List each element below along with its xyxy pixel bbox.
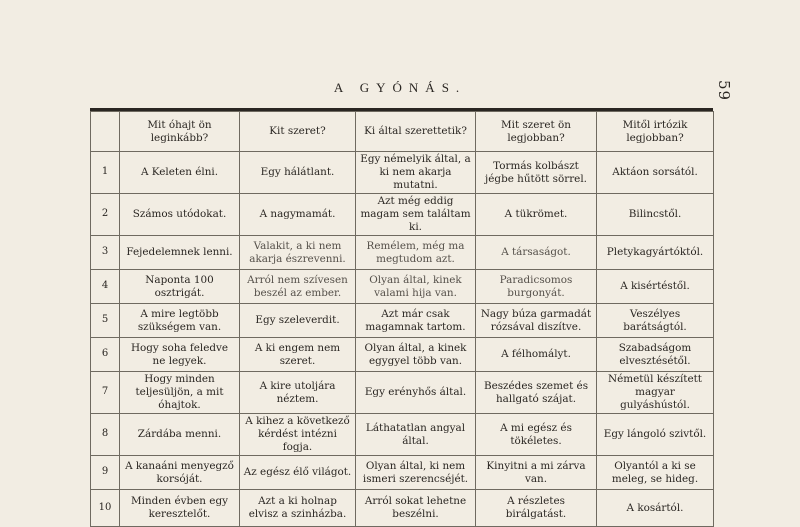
cell-likes-most: A mi egész és tökéletes. [476,414,597,456]
cell-loved-by: Remélem, még ma megtudom azt. [356,236,476,270]
cell-fears-most: Bilincstől. [597,194,714,236]
row-number: 6 [91,338,120,372]
table-row [91,194,714,236]
cell-likes-most: Kinyitni a mi zárva van. [476,456,597,490]
cell-loves: A kihez a következő kérdést intézni fogja. [240,414,356,456]
cell-likes-most: A társaságot. [476,236,597,270]
cell-likes-most: Tormás kolbászt jégbe hűtött sörrel. [476,152,597,194]
header-cell: Mit óhajt ön leginkább? [120,112,240,152]
cell-fears-most: A kisértéstől. [597,270,714,304]
cell-loved-by: Olyan által, a kinek egygyel több van. [356,338,476,372]
cell-loved-by: Egy erényhős által. [356,372,476,414]
page-title: A GYÓNÁS. [333,80,467,95]
header-cell: Ki által szerettetik? [356,112,476,152]
row-number: 9 [91,456,120,490]
table-row [91,456,714,490]
cell-loves: A nagymamát. [240,194,356,236]
cell-fears-most: Németül készített magyar gulyáshústól. [597,372,714,414]
cell-wish: Számos utódokat. [120,194,240,236]
cell-fears-most: Veszélyes barátságtól. [597,304,714,338]
row-number: 8 [91,414,120,456]
row-number: 10 [91,490,120,527]
table-row [91,236,714,270]
table-row [91,270,714,304]
cell-loved-by: Láthatatlan angyal által. [356,414,476,456]
cell-loves: Azt a ki holnap elvisz a szinházba. [240,490,356,527]
row-number: 2 [91,194,120,236]
header-cell: Kit szeret? [240,112,356,152]
table-row [91,372,714,414]
cell-fears-most: Aktáon sorsától. [597,152,714,194]
row-number: 3 [91,236,120,270]
cell-likes-most: Nagy búza garmadát rózsával diszítve. [476,304,597,338]
header-cell: Mit szeret ön legjobban? [476,112,597,152]
cell-loves: Arról nem szívesen beszél az ember. [240,270,356,304]
cell-likes-most: A félhomályt. [476,338,597,372]
row-number: 1 [91,152,120,194]
questionnaire-table [90,108,713,527]
table-row [91,414,714,456]
cell-fears-most: Pletykagyártóktól. [597,236,714,270]
cell-loves: Egy hálátlant. [240,152,356,194]
row-number: 7 [91,372,120,414]
cell-fears-most: Szabadságom elvesztésétől. [597,338,714,372]
cell-wish: Hogy soha feledve ne legyek. [120,338,240,372]
cell-likes-most: A tükrömet. [476,194,597,236]
cell-fears-most: A kosártól. [597,490,714,527]
cell-loves: Egy szeleverdit. [240,304,356,338]
row-number: 5 [91,304,120,338]
table-row [91,152,714,194]
cell-loves: A kire utoljára néztem. [240,372,356,414]
row-number: 4 [91,270,120,304]
cell-loved-by: Olyan által, kinek valami hija van. [356,270,476,304]
cell-fears-most: Olyantól a ki se meleg, se hideg. [597,456,714,490]
table-row [91,338,714,372]
cell-wish: A kanaáni menyegző korsóját. [120,456,240,490]
cell-wish: A Keleten élni. [120,152,240,194]
cell-loves: Az egész élő világot. [240,456,356,490]
header-cell: Mitől irtózik legjobban? [597,112,714,152]
cell-loved-by: Arról sokat lehetne beszélni. [356,490,476,527]
cell-wish: Fejedelemnek lenni. [120,236,240,270]
cell-loves: A ki engem nem szeret. [240,338,356,372]
header-row [91,112,714,152]
cell-loved-by: Egy némelyik által, a ki nem akarja mutatni. [356,152,476,194]
header-cell [91,112,120,152]
cell-loved-by: Azt már csak magamnak tartom. [356,304,476,338]
cell-wish: A mire legtöbb szükségem van. [120,304,240,338]
cell-loved-by: Olyan által, ki nem ismeri szerencséjét. [356,456,476,490]
cell-wish: Zárdába menni. [120,414,240,456]
cell-likes-most: Paradicsomos burgonyát. [476,270,597,304]
table-row [91,304,714,338]
cell-wish: Minden évben egy keresztelőt. [120,490,240,527]
cell-loved-by: Azt még eddig magam sem találtam ki. [356,194,476,236]
cell-likes-most: A részletes birálgatást. [476,490,597,527]
page-number: 59 [715,80,733,102]
cell-fears-most: Egy lángoló szivtől. [597,414,714,456]
cell-wish: Hogy minden teljesüljön, a mit óhajtok. [120,372,240,414]
cell-loves: Valakit, a ki nem akarja észrevenni. [240,236,356,270]
cell-likes-most: Beszédes szemet és hallgató szájat. [476,372,597,414]
table-row [91,490,714,527]
cell-wish: Naponta 100 osztrigát. [120,270,240,304]
